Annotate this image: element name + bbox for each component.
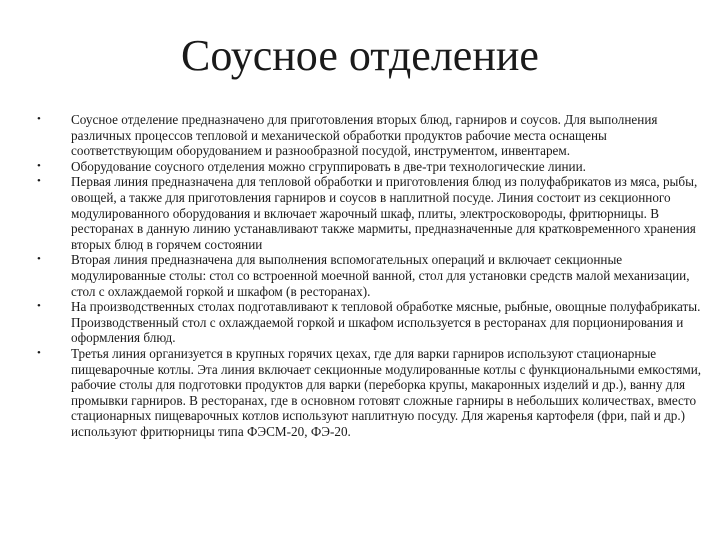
- bullet-dot-icon: •: [37, 113, 41, 125]
- bullet-text: Третья линия организуется в крупных горячих цехах, где для варки гарниров используют стационарные пищеварочные котлы. Эта линия включает секционные модулированные котлы с функциональными емкостями, рабочие столы для подготовки продуктов для варки (переборка крупы, макаронных изделий и др.), ванну для промывки гарниров. В ресторанах, где в основном готовят сложные гарниры в небольших количествах, вместо стационарных пищеварочных котлов используют наплитную посуду. Для жаренья картофеля (фри, пай и др.) используют фритюрницы типа ФЭСМ-20, ФЭ-20.: [71, 345, 702, 439]
- bullet-dot-icon: •: [37, 300, 41, 313]
- bullet-dot-icon: •: [37, 159, 41, 172]
- bullet-text: Первая линия предназначена для тепловой обработки и приготовления блюд из полуфабрикатов из мяса, рыбы, овощей, а также для приготовления гарниров и соусов в наплитной посуде. Линия состоит из секционного модулированного оборудования и включает жарочный шкаф, плиты, электросковороды, фритюрницы. В ресторанах в данную линию устанавливают также мармиты, предназначенные для кратковременного хранения вторых блюд в горячем состоянии: [71, 174, 698, 252]
- bullet-text: Оборудование соусного отделения можно сгруппировать в две-три технологические линии.: [71, 158, 586, 174]
- slide-title: Соусное отделение: [181, 31, 539, 80]
- bullet-item: [37, 252, 709, 299]
- bullet-dot-icon: •: [37, 346, 41, 359]
- bullet-text: На производственных столах подготавливают к тепловой обработке мясные, рыбные, овощные полуфабрикаты. Производственный стол с охлаждаемой горкой и шкафом используется в ресторанах для порционирования и оформления блюд.: [71, 299, 701, 346]
- bullet-item: [37, 174, 709, 252]
- bullet-dot-icon: •: [37, 253, 41, 266]
- bullet-list: [37, 112, 709, 439]
- bullet-text: Соусное отделение предназначено для приготовления вторых блюд, гарниров и соусов. Для выполнения различных процессов тепловой и механической обработки продуктов рабочие места оснащены соответствующим оборудованием и разнообразной посудой, инструментом, инвентарем.: [71, 112, 658, 159]
- bullet-item: [37, 299, 709, 346]
- bullet-text: Вторая линия предназначена для выполнения вспомогательных операций и включает секционные модулированные столы: стол со встроенной моечной ванной, стол для установки средств малой механизации, стол с охлаждаемой горкой и шкафом (в ресторанах).: [71, 252, 690, 299]
- bullet-item: [37, 112, 709, 159]
- bullet-dot-icon: •: [37, 175, 41, 188]
- bullet-item: [37, 159, 709, 175]
- bullet-item: [37, 346, 709, 440]
